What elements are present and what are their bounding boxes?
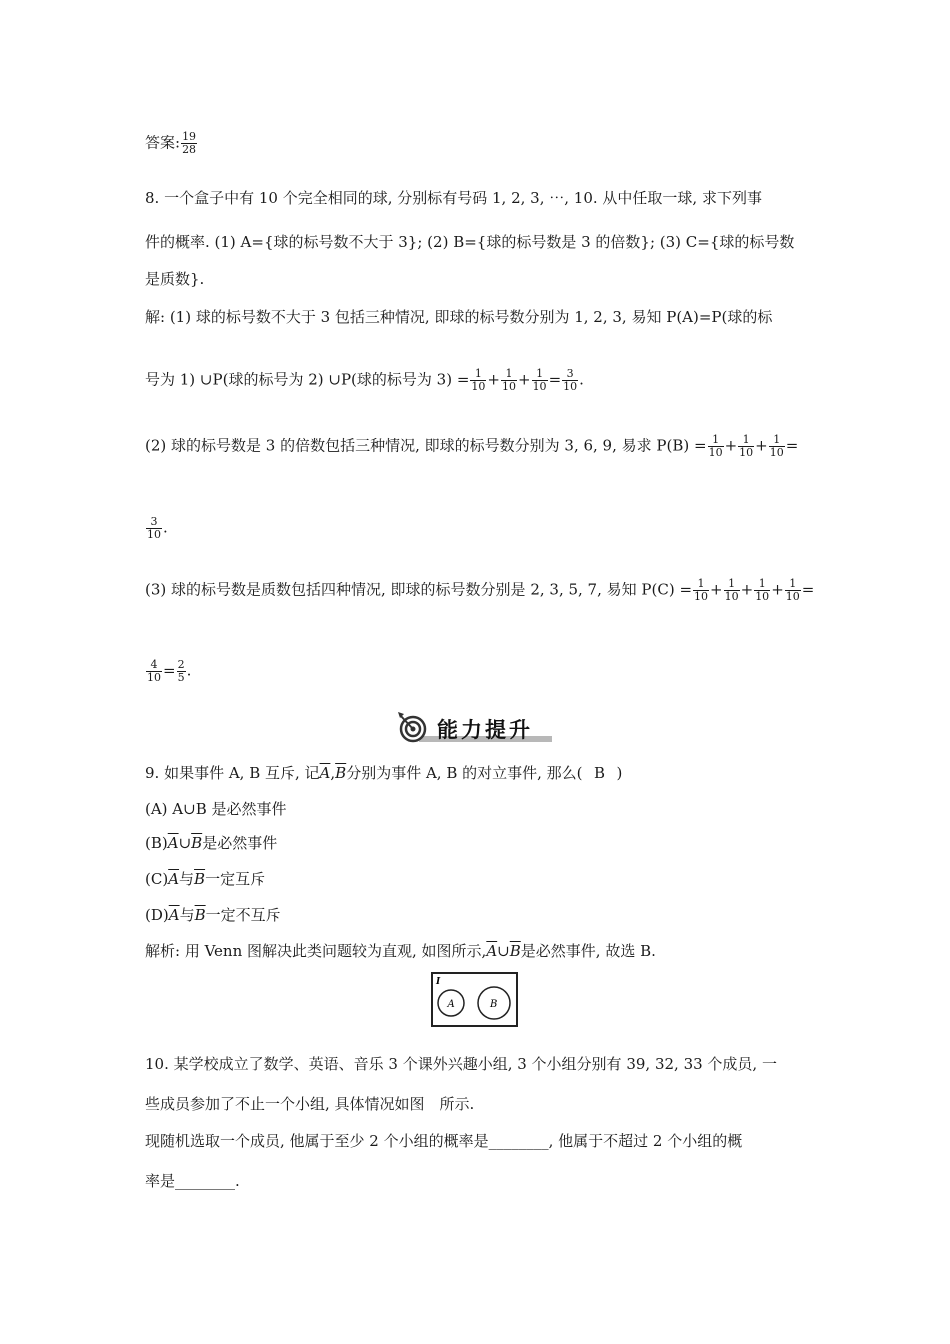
fraction: $\frac{4}{10}$ [147, 658, 161, 684]
answer-label: 答案: [145, 133, 181, 152]
fraction: $\frac{1}{10}$ [501, 367, 516, 393]
fraction: $\frac{1}{10}$ [532, 367, 547, 393]
q8-line-3: 是质数}. [145, 270, 205, 288]
b-complement: $\overline{B}$ [335, 764, 347, 782]
sol8-p3-line-2: $\frac{4}{10}$ = $\frac{2}{5}$ . [147, 658, 192, 684]
q9-option-a: (A) A∪B 是必然事件 [145, 800, 287, 818]
fraction: $\frac{1}{10}$ [769, 433, 784, 459]
q8-line-2: 件的概率. (1) A={球的标号数不大于 3}; (2) B={球的标号数是 3 的倍数}; (3) C={球的标号数 [145, 233, 795, 251]
fraction: $\frac{3}{10}$ [563, 367, 578, 393]
universe-label: I [436, 977, 441, 987]
fraction: $\frac{1}{10}$ [724, 577, 739, 603]
q9-option-d: $(D)\overline{A}$与$\overline{B}$一定不互斥 [145, 906, 281, 924]
sol8-p3-line-1: (3) 球的标号数是质数包括四种情况, 即球的标号数分别是 2, 3, 5, 7, 易知 P(C) = $\frac{1}{10}$ + $\frac{1}{10}$ + $\frac{1}{10}$ + $\frac{1}{10}$ = [145, 577, 815, 603]
q10-line-2: 些成员参加了不止一个小组, 具体情况如图 所示. [145, 1095, 475, 1113]
q9-stem: 9. 如果事件 A, B 互斥, 记$\overline{A},\overline{B}$分别为事件 A, B 的对立事件, 那么( B ) [145, 764, 623, 782]
section-title: 能力提升 [437, 718, 533, 742]
q9-option-b: $(B)\overline{A}\cup\overline{B}$是必然事件 [145, 834, 278, 852]
sol8-p2-line-1: (2) 球的标号数是 3 的倍数包括三种情况, 即球的标号数分别为 3, 6, 9, 易求 P(B) = $\frac{1}{10}$ + $\frac{1}{10}$ + $\frac{1}{10}$ = [145, 433, 799, 459]
fraction: $\frac{2}{5}$ [177, 658, 185, 684]
q9-answer: B [594, 764, 606, 782]
fraction: $\frac{3}{10}$ [147, 515, 161, 541]
sol8-p2-line-2: $\frac{3}{10}$ . [147, 515, 168, 541]
fraction: $\frac{1}{10}$ [739, 433, 754, 459]
fraction: $\frac{1}{10}$ [785, 577, 800, 603]
fraction: $\frac{1}{10}$ [694, 577, 709, 603]
venn-diagram [431, 972, 518, 1027]
set-b-label: B [490, 999, 498, 1010]
q9-analysis: 解析: 用 Venn 图解决此类问题较为直观, 如图所示$,\overline{A}\cup\overline{B}$是必然事件, 故选 B. [145, 942, 656, 960]
q9-option-c: $(C)\overline{A}$与$\overline{B}$一定互斥 [145, 870, 266, 888]
universe-box [432, 973, 517, 1026]
answer-line [145, 131, 198, 156]
sol8-p1-line-2: 号为 1) ∪P(球的标号为 2) ∪P(球的标号为 3) = $\frac{1}{10}$ + $\frac{1}{10}$ + $\frac{1}{10}$ = $\frac{3}{10}$ . [145, 367, 584, 393]
fraction: $\frac{1}{10}$ [708, 433, 723, 459]
q10-line-4: 率是________. [145, 1172, 240, 1190]
target-icon [398, 712, 425, 741]
q8-line-1: 8. 一个盒子中有 10 个完全相同的球, 分别标有号码 1, 2, 3, ⋯, 10. 从中任取一球, 求下列事 [145, 189, 762, 207]
fraction: $\frac{1}{10}$ [755, 577, 770, 603]
q10-line-3: 现随机选取一个成员, 他属于至少 2 个小组的概率是________, 他属于不超过 2 个小组的概 [145, 1132, 743, 1150]
a-complement: $\overline{A}$ [319, 764, 331, 782]
answer-fraction: $\frac{19}{28}$ [182, 130, 197, 156]
set-a-label: A [447, 999, 455, 1010]
fraction: $\frac{1}{10}$ [471, 367, 486, 393]
q10-line-1: 10. 某学校成立了数学、英语、音乐 3 个课外兴趣小组, 3 个小组分别有 39, 32, 33 个成员, 一 [145, 1055, 777, 1073]
sol8-p1-line-1: 解: (1) 球的标号数不大于 3 包括三种情况, 即球的标号数分别为 1, 2, 3, 易知 P(A)=P(球的标 [145, 308, 773, 326]
